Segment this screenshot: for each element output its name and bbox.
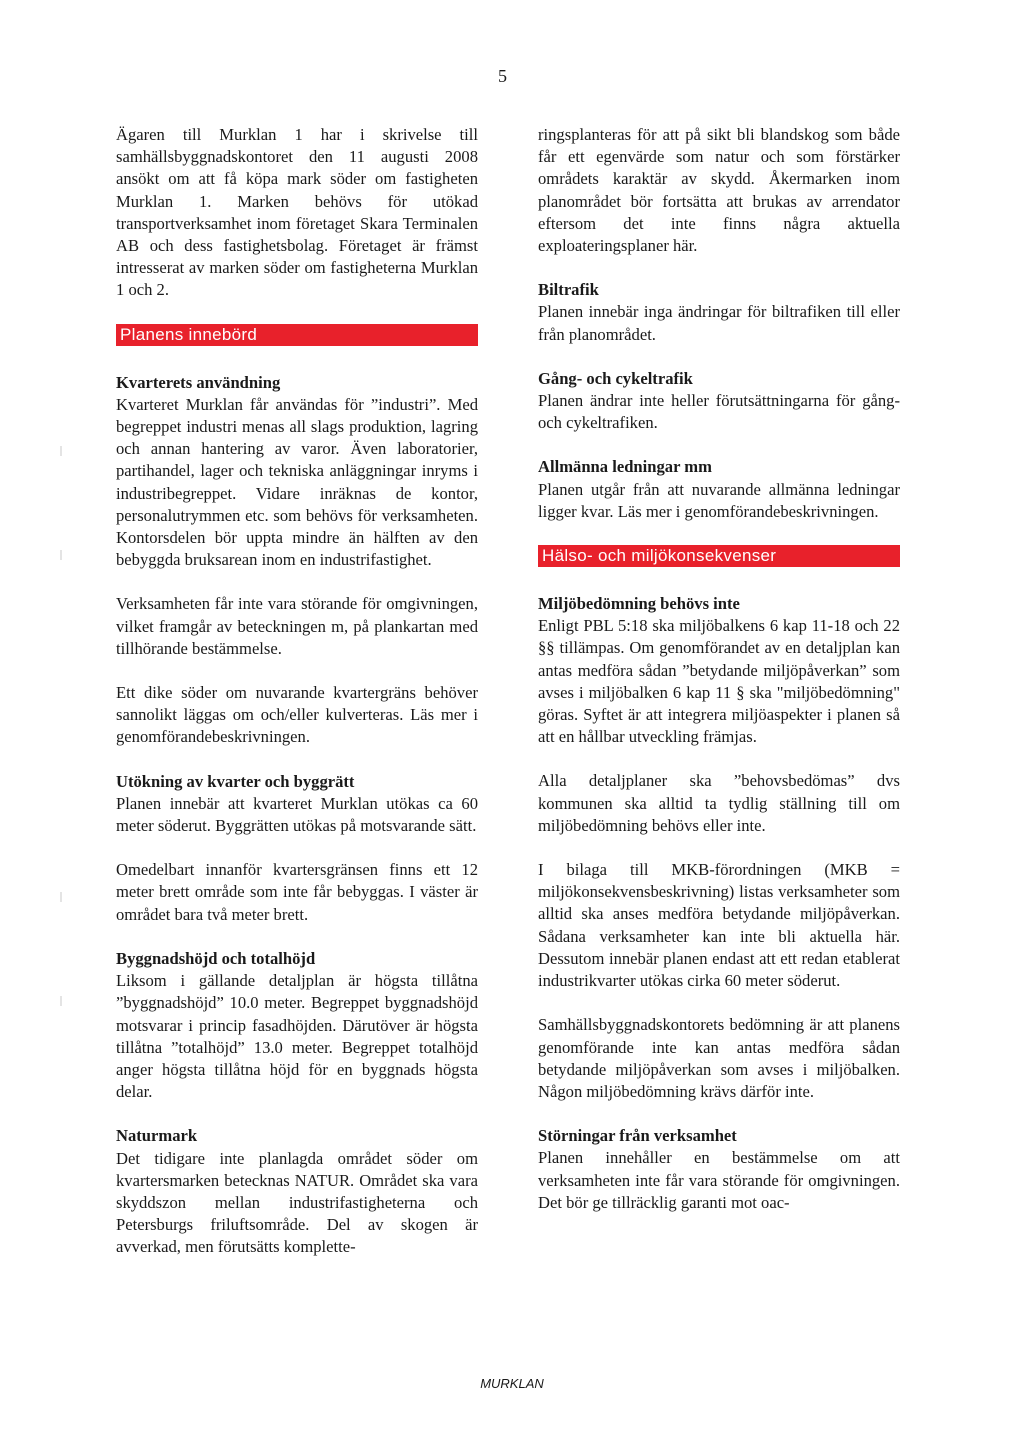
section-text: Liksom i gällande detaljplan är högsta tillåtna ”byggnadshöjd” 10.0 meter. Begreppet byggnadshöjd motsvarar i princip fasadhöjden. Därutöver är högsta tillåtna ”totalhöjd” 13.0 meter. Begreppet totalhöjd anger högsta tillåtna höjd för en byggnads högsta delar. bbox=[116, 971, 478, 1102]
page-number: 5 bbox=[498, 66, 507, 86]
kvarterets-anvandning-section bbox=[116, 372, 478, 572]
bedomning-paragraph: Samhällsbyggnadskontorets bedömning är att planens genomförande inte kan antas medföra sådan betydande miljöpåverkan som avses i miljöbalken. Någon miljöbedömning krävs därför inte. bbox=[538, 1015, 900, 1101]
bilaga-paragraph: I bilaga till MKB-förordningen (MKB = miljökonsekvensbeskrivning) listas verksamheter som alltid ska anses medföra betydande miljöpåverkan. Sådana verksamheter kan inte bli aktuella här. Dessutom innebär planen endast att ett redan etablerat industrikvarter utökas cirka 60 meter söderut. bbox=[538, 860, 900, 991]
section-text: Planen utgår från att nuvarande allmänna ledningar ligger kvar. Läs mer i genomförandebeskrivningen. bbox=[538, 479, 900, 521]
section-heading: Biltrafik bbox=[538, 280, 599, 300]
section-text: Enligt PBL 5:18 ska miljöbalkens 6 kap 11-18 och 22 §§ tillämpas. Om genomförandet av en detaljplan kan antas medföra sådan ”betydande miljöpåverkan” som avses i miljöbalken 6 kap 11 § ska "miljöbedömning" göras. Syftet är att integrera miljöaspekter i planen så att en hållbar utveckling främjas. bbox=[538, 616, 900, 747]
section-text: Planen ändrar inte heller förutsättningarna för gång- och cykeltrafiken. bbox=[538, 391, 900, 433]
section-text: Planen innebär inga ändringar för biltrafiken till eller från planområdet. bbox=[538, 302, 900, 344]
section-heading: Allmänna ledningar mm bbox=[538, 457, 712, 477]
biltrafik-section bbox=[538, 279, 900, 346]
allmanna-ledningar-section bbox=[538, 456, 900, 523]
naturmark-continued-paragraph: ringsplanteras för att på sikt bli blandskog som både får ett egenvärde som natur och som förstärker områdets karaktär av skydd. Åkermarken inom planområdet bör fortsätta att brukas av arrendator eftersom det inte finns några aktuella exploateringsplaner här. bbox=[538, 125, 900, 256]
naturmark-section bbox=[116, 1125, 478, 1258]
scan-margin-mark bbox=[60, 996, 62, 1006]
footer-document-name: MURKLAN bbox=[480, 1376, 544, 1391]
section-banner-halso-miljokonsekvenser: Hälso- och miljökonsekvenser bbox=[538, 545, 900, 567]
section-heading: Naturmark bbox=[116, 1126, 198, 1146]
right-column bbox=[538, 124, 900, 1214]
section-banner-planens-innebord: Planens innebörd bbox=[116, 324, 478, 346]
section-text: Planen innebär att kvarteret Murklan utökas ca 60 meter söderut. Byggrätten utökas på motsvarande sätt. bbox=[116, 793, 478, 836]
gang-cykeltrafik-section bbox=[538, 368, 900, 435]
byggnadshojd-section bbox=[116, 948, 478, 1103]
section-text: Det tidigare inte planlagda området söder om kvartersmarken betecknas NATUR. Området ska vara skyddszon mellan industrifastigheterna och Petersburgs friluftsområde. Del av skogen är avverkad, men förutsätts komplette- bbox=[116, 1148, 478, 1257]
section-heading: Byggnadshöjd och totalhöjd bbox=[116, 948, 316, 968]
scan-margin-mark bbox=[60, 550, 62, 560]
section-heading: Kvarterets användning bbox=[116, 372, 281, 392]
section-heading: Utökning av kvarter och byggrätt bbox=[116, 771, 355, 791]
section-heading: Gång- och cykeltrafik bbox=[538, 368, 693, 388]
utokning-section bbox=[116, 771, 478, 838]
verksamheten-paragraph: Verksamheten får inte vara störande för omgivningen, vilket framgår av beteckningen m, på plankartan med tillhörande bestämmelse. bbox=[116, 594, 478, 658]
scan-margin-mark bbox=[60, 892, 62, 902]
section-heading: Miljöbedömning behövs inte bbox=[538, 594, 740, 614]
omedelbart-paragraph: Omedelbart innanför kvartersgränsen finns ett 12 meter brett område som inte får bebyggas. I väster är området bara två meter brett. bbox=[116, 860, 478, 924]
left-column bbox=[116, 124, 478, 1259]
section-heading: Störningar från verksamhet bbox=[538, 1126, 737, 1146]
miljobedomning-section bbox=[538, 593, 900, 748]
dike-paragraph: Ett dike söder om nuvarande kvartergräns behöver sannolikt läggas om och/eller kulverteras. Läs mer i genomförandebeskrivningen. bbox=[116, 683, 478, 747]
section-text: Planen innehåller en bestämmelse om att verksamheten inte får vara störande för omgivningen. Det bör ge tillräcklig garanti mot oac- bbox=[538, 1148, 900, 1212]
alla-detaljplaner-paragraph: Alla detaljplaner ska ”behovsbedömas” dvs kommunen ska alltid ta tydlig ställning till om miljöbedömning behövs eller inte. bbox=[538, 771, 900, 835]
intro-paragraph: Ägaren till Murklan 1 har i skrivelse till samhällsbyggnadskontoret den 11 augusti 2008 ansökt om att få köpa mark söder om fastigheten Murklan 1. Marken behövs för utökad transportverksamhet inom företaget Skara Terminalen AB och dess fastighetsbolag. Företaget är främst intresserat av marken söder om fastigheterna Murklan 1 och 2. bbox=[116, 125, 478, 300]
storningar-section bbox=[538, 1125, 900, 1214]
scan-margin-mark bbox=[60, 446, 62, 456]
section-text: Kvarteret Murklan får användas för ”industri”. Med begreppet industri menas all slags produktion, lagring och annan hantering av varor. Även laboratorier, partihandel, lager och tekniska anläggningar inryms i industribegreppet. Vidare inräknas de kontor, personalutrymmen etc. som behövs för verksamheten. Kontorsdelen bör uppta mindre än hälften av den bebyggda bruksarean inom en industrifastighet. bbox=[116, 394, 478, 570]
